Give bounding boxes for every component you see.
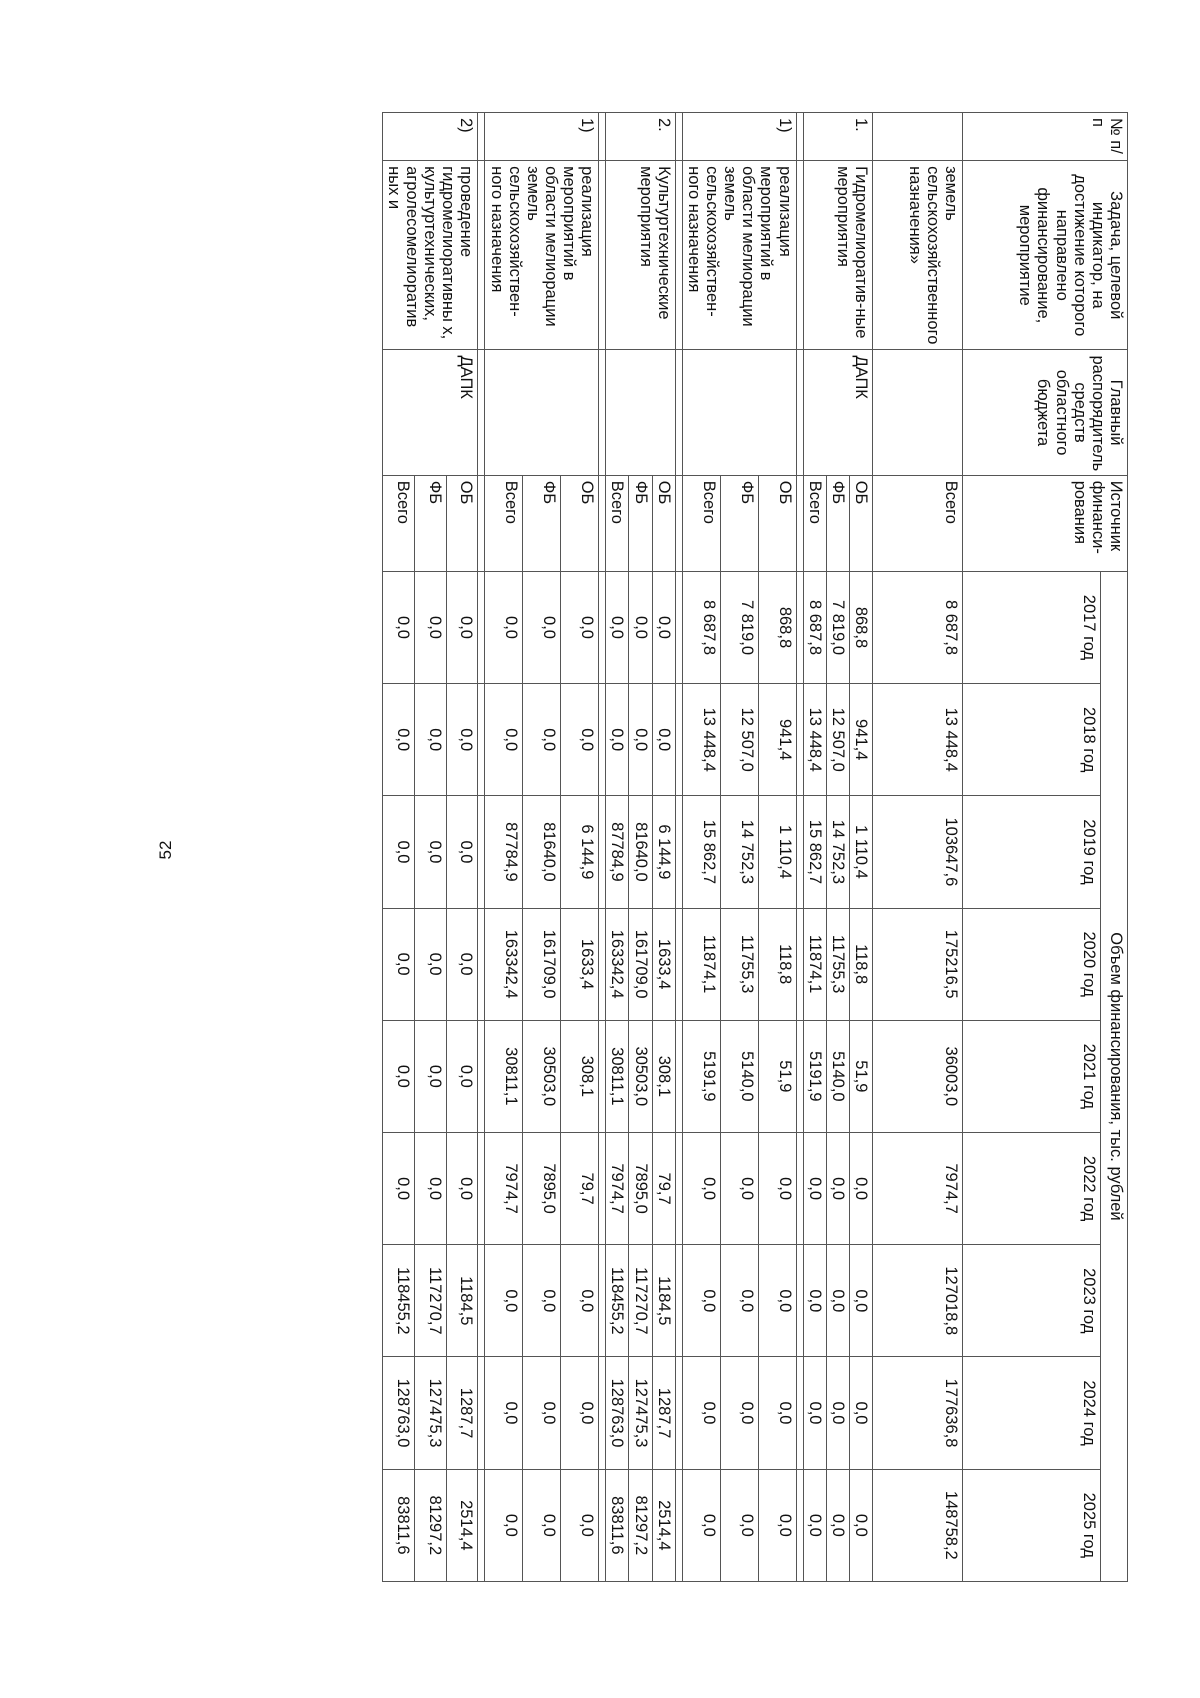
row-name: Культуртехнические мероприятия	[606, 161, 675, 350]
row-value: 36003,0	[873, 1020, 963, 1132]
row-name: земель сельскохозяйственного назначения»	[873, 161, 963, 350]
row-value: 0,0	[446, 684, 478, 796]
row-value: 5191,9	[682, 1020, 720, 1132]
row-value: 0,0	[849, 1132, 872, 1244]
row-value: 12 507,0	[826, 684, 849, 796]
row-source: ФБ	[629, 475, 652, 571]
separator-row	[478, 113, 485, 1582]
row-value: 0,0	[758, 1469, 796, 1581]
table-row	[849, 113, 872, 1582]
row-value: 117270,7	[629, 1245, 652, 1357]
header-year: 2019 год	[963, 796, 1101, 908]
row-value: 0,0	[523, 571, 561, 683]
row-value: 0,0	[446, 796, 478, 908]
row-value: 0,0	[803, 1132, 826, 1244]
row-source: ОБ	[652, 475, 675, 571]
row-value: 175216,5	[873, 908, 963, 1020]
row-value: 0,0	[682, 1469, 720, 1581]
row-value: 0,0	[523, 1245, 561, 1357]
row-name: реализация мероприятий в области мелиорации земель сельскохозяйствен-ного назначения	[682, 161, 796, 350]
row-source: ОБ	[849, 475, 872, 571]
row-manager: ДАПК	[382, 350, 478, 475]
row-value: 81640,0	[629, 796, 652, 908]
row-source: ФБ	[414, 475, 446, 571]
row-value: 7 819,0	[720, 571, 758, 683]
row-number	[873, 113, 963, 161]
header-source: Источник финанси-рования	[963, 475, 1128, 571]
row-value: 118455,2	[382, 1245, 414, 1357]
row-value: 0,0	[652, 571, 675, 683]
row-manager	[873, 350, 963, 475]
row-value: 0,0	[826, 1357, 849, 1469]
row-value: 0,0	[414, 1020, 446, 1132]
row-value: 118455,2	[606, 1245, 629, 1357]
row-value: 0,0	[382, 796, 414, 908]
row-value: 7974,7	[606, 1132, 629, 1244]
row-value: 0,0	[382, 684, 414, 796]
funding-table	[382, 112, 1128, 1582]
row-value: 81297,2	[414, 1469, 446, 1581]
row-value: 0,0	[485, 1245, 523, 1357]
row-value: 308,1	[561, 1020, 599, 1132]
row-value: 15 862,7	[682, 796, 720, 908]
row-value: 0,0	[561, 1245, 599, 1357]
row-value: 0,0	[414, 1132, 446, 1244]
row-value: 0,0	[523, 1357, 561, 1469]
header-manager: Главный распорядитель средств областного бюджета	[963, 350, 1128, 475]
separator-row	[599, 113, 606, 1582]
row-value: 30503,0	[629, 1020, 652, 1132]
row-value: 0,0	[382, 571, 414, 683]
row-value: 0,0	[414, 571, 446, 683]
row-value: 11755,3	[720, 908, 758, 1020]
row-source: ОБ	[758, 475, 796, 571]
row-value: 0,0	[561, 1469, 599, 1581]
row-value: 0,0	[849, 1469, 872, 1581]
row-value: 6 144,9	[652, 796, 675, 908]
row-value: 8 687,8	[873, 571, 963, 683]
row-value: 30811,1	[485, 1020, 523, 1132]
row-value: 0,0	[720, 1245, 758, 1357]
row-value: 0,0	[523, 684, 561, 796]
row-value: 0,0	[606, 571, 629, 683]
row-value: 8 687,8	[682, 571, 720, 683]
row-value: 1633,4	[561, 908, 599, 1020]
row-value: 30811,1	[606, 1020, 629, 1132]
row-value: 51,9	[758, 1020, 796, 1132]
row-value: 163342,4	[606, 908, 629, 1020]
row-number: 2.	[606, 113, 675, 161]
row-value: 81640,0	[523, 796, 561, 908]
row-value: 0,0	[682, 1132, 720, 1244]
row-value: 0,0	[758, 1245, 796, 1357]
header-num: № п/п	[963, 113, 1128, 161]
row-value: 103647,6	[873, 796, 963, 908]
row-value: 118,8	[758, 908, 796, 1020]
table-row	[652, 113, 675, 1582]
row-value: 1 110,4	[849, 796, 872, 908]
row-value: 0,0	[682, 1245, 720, 1357]
row-value: 0,0	[826, 1132, 849, 1244]
row-name: Гидромелиоратив-ные мероприятия	[803, 161, 872, 350]
table-row	[446, 113, 478, 1582]
row-value: 0,0	[803, 1245, 826, 1357]
row-value: 5191,9	[803, 1020, 826, 1132]
row-value: 1184,5	[652, 1245, 675, 1357]
row-source: ФБ	[720, 475, 758, 571]
row-value: 868,8	[758, 571, 796, 683]
row-value: 12 507,0	[720, 684, 758, 796]
row-value: 941,4	[758, 684, 796, 796]
row-value: 13 448,4	[803, 684, 826, 796]
row-source: ОБ	[561, 475, 599, 571]
row-value: 0,0	[382, 908, 414, 1020]
row-manager	[485, 350, 599, 475]
row-value: 5140,0	[720, 1020, 758, 1132]
row-value: 0,0	[485, 1357, 523, 1469]
row-value: 117270,7	[414, 1245, 446, 1357]
row-value: 0,0	[629, 571, 652, 683]
row-value: 0,0	[446, 571, 478, 683]
row-value: 30503,0	[523, 1020, 561, 1132]
row-value: 0,0	[849, 1357, 872, 1469]
row-value: 0,0	[485, 571, 523, 683]
header-year: 2017 год	[963, 571, 1101, 683]
row-value: 6 144,9	[561, 796, 599, 908]
row-value: 1633,4	[652, 908, 675, 1020]
separator-row	[796, 113, 803, 1582]
row-value: 83811,6	[382, 1469, 414, 1581]
row-value: 118,8	[849, 908, 872, 1020]
row-value: 0,0	[606, 684, 629, 796]
row-value: 127475,3	[414, 1357, 446, 1469]
row-value: 81297,2	[629, 1469, 652, 1581]
row-value: 7974,7	[485, 1132, 523, 1244]
row-value: 161709,0	[523, 908, 561, 1020]
row-value: 0,0	[561, 571, 599, 683]
row-value: 0,0	[382, 1020, 414, 1132]
row-value: 0,0	[826, 1469, 849, 1581]
table-row	[561, 113, 599, 1582]
header-task: Задача, целевой индикатор, на достижение которого направлено финансирование, мероприятие	[963, 161, 1128, 350]
row-value: 11874,1	[803, 908, 826, 1020]
row-value: 79,7	[561, 1132, 599, 1244]
row-value: 0,0	[758, 1132, 796, 1244]
row-source: ФБ	[826, 475, 849, 571]
row-value: 0,0	[382, 1132, 414, 1244]
row-source: Всего	[803, 475, 826, 571]
row-value: 163342,4	[485, 908, 523, 1020]
row-number: 2)	[382, 113, 478, 161]
row-value: 0,0	[523, 1469, 561, 1581]
row-value: 0,0	[720, 1132, 758, 1244]
row-value: 0,0	[446, 1020, 478, 1132]
row-value: 0,0	[849, 1245, 872, 1357]
row-value: 7895,0	[523, 1132, 561, 1244]
row-value: 0,0	[652, 684, 675, 796]
row-value: 127018,8	[873, 1245, 963, 1357]
page-number: 52	[156, 840, 175, 860]
row-value: 0,0	[826, 1245, 849, 1357]
row-value: 5140,0	[826, 1020, 849, 1132]
row-value: 1287,7	[446, 1357, 478, 1469]
row-value: 0,0	[629, 684, 652, 796]
row-number: 1)	[485, 113, 599, 161]
row-value: 148758,2	[873, 1469, 963, 1581]
row-value: 128763,0	[382, 1357, 414, 1469]
row-value: 128763,0	[606, 1357, 629, 1469]
header-year: 2020 год	[963, 908, 1101, 1020]
row-value: 11874,1	[682, 908, 720, 1020]
row-value: 7895,0	[629, 1132, 652, 1244]
row-value: 1287,7	[652, 1357, 675, 1469]
row-value: 177636,8	[873, 1357, 963, 1469]
row-value: 1 110,4	[758, 796, 796, 908]
row-value: 0,0	[414, 796, 446, 908]
row-value: 0,0	[803, 1357, 826, 1469]
row-value: 868,8	[849, 571, 872, 683]
row-value: 79,7	[652, 1132, 675, 1244]
row-value: 0,0	[758, 1357, 796, 1469]
row-name: реализация мероприятий в области мелиорации земель сельскохозяйствен-ного назначения	[485, 161, 599, 350]
row-value: 161709,0	[629, 908, 652, 1020]
row-source: Всего	[485, 475, 523, 571]
header-year: 2024 год	[963, 1357, 1101, 1469]
header-year: 2025 год	[963, 1469, 1101, 1581]
rotated-table-container	[179, 112, 1128, 1582]
row-manager	[606, 350, 675, 475]
separator-row	[675, 113, 682, 1582]
row-value: 0,0	[446, 908, 478, 1020]
row-value: 0,0	[561, 684, 599, 796]
row-manager	[682, 350, 796, 475]
row-name: проведение гидромелиоративны х, культуртехнических, агролесомелиоратив ных и	[382, 161, 478, 350]
row-manager: ДАПК	[803, 350, 872, 475]
header-year: 2022 год	[963, 1132, 1101, 1244]
row-value: 2514,4	[652, 1469, 675, 1581]
row-source: ФБ	[523, 475, 561, 571]
row-value: 7974,7	[873, 1132, 963, 1244]
row-value: 2514,4	[446, 1469, 478, 1581]
row-value: 83811,6	[606, 1469, 629, 1581]
row-value: 0,0	[720, 1357, 758, 1469]
row-value: 0,0	[485, 684, 523, 796]
row-value: 127475,3	[629, 1357, 652, 1469]
row-value: 0,0	[682, 1357, 720, 1469]
row-value: 87784,9	[485, 796, 523, 908]
row-source: Всего	[682, 475, 720, 571]
row-value: 11755,3	[826, 908, 849, 1020]
row-value: 13 448,4	[682, 684, 720, 796]
header-year: 2021 год	[963, 1020, 1101, 1132]
row-value: 7 819,0	[826, 571, 849, 683]
header-year: 2023 год	[963, 1245, 1101, 1357]
row-value: 941,4	[849, 684, 872, 796]
row-value: 14 752,3	[826, 796, 849, 908]
row-value: 0,0	[561, 1357, 599, 1469]
row-value: 15 862,7	[803, 796, 826, 908]
row-number: 1)	[682, 113, 796, 161]
row-number: 1.	[803, 113, 872, 161]
header-year: 2018 год	[963, 684, 1101, 796]
row-source: Всего	[873, 475, 963, 571]
row-value: 0,0	[803, 1469, 826, 1581]
row-source: Всего	[382, 475, 414, 571]
row-value: 0,0	[414, 908, 446, 1020]
row-value: 0,0	[446, 1132, 478, 1244]
table-row	[873, 113, 963, 1582]
row-source: Всего	[606, 475, 629, 571]
row-value: 87784,9	[606, 796, 629, 908]
row-value: 51,9	[849, 1020, 872, 1132]
header-funding-volume: Объем финансирования, тыс. рублей	[1101, 571, 1128, 1581]
row-value: 1184,5	[446, 1245, 478, 1357]
row-value: 14 752,3	[720, 796, 758, 908]
table-row	[758, 113, 796, 1582]
row-value: 0,0	[720, 1469, 758, 1581]
row-value: 0,0	[485, 1469, 523, 1581]
row-value: 8 687,8	[803, 571, 826, 683]
row-value: 13 448,4	[873, 684, 963, 796]
row-source: ОБ	[446, 475, 478, 571]
row-value: 308,1	[652, 1020, 675, 1132]
row-value: 0,0	[414, 684, 446, 796]
